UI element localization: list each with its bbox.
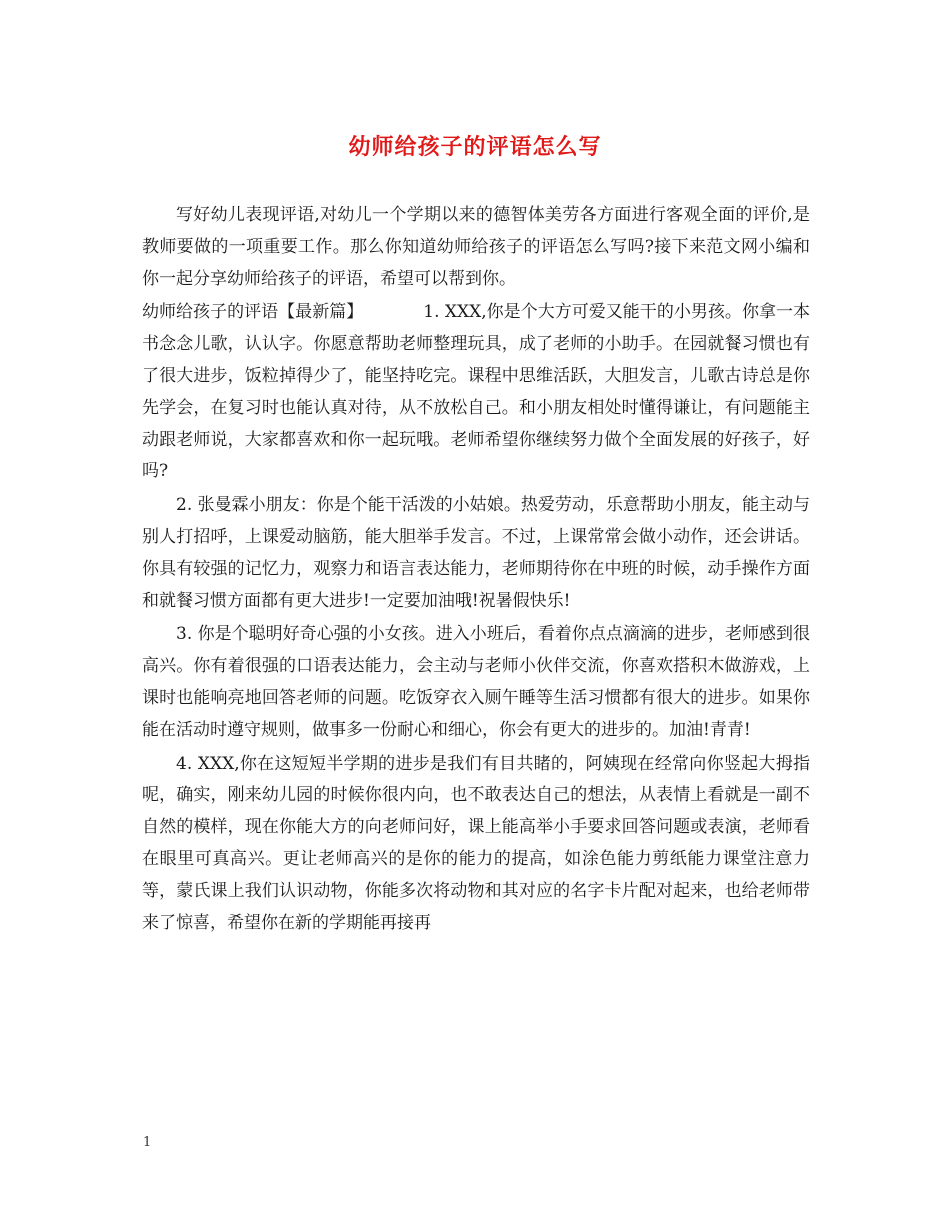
document-title: 幼师给孩子的评语怎么写 <box>348 134 602 160</box>
section-heading: 幼师给孩子的评语【最新篇】 <box>142 302 364 323</box>
item-4-paragraph: 4. XXX,你在这短短半学期的进步是我们有目共睹的，阿姨现在经常向你竖起大拇指呢，确实，刚来幼儿园的时候你很内向，也不敢表达自己的想法，从表情上看就是一副不自然的模样，现在你能大方的向老师问好，课上能高举小手要求回答问题或表演，老师看在眼里可真高兴。更让老师高兴的是你的能力的提高，如涂色能力剪纸能力课堂注意力等，蒙氏课上我们认识动物，你能多次将动物和其对应的名字卡片配对起来，也给老师带来了惊喜，希望你在新的学期能再接再 <box>142 753 810 933</box>
item-2-paragraph: 2. 张曼霖小朋友：你是个能干活泼的小姑娘。热爱劳动，乐意帮助小朋友，能主动与别人打招呼，上课爱动脑筋，能大胆举手发言。不过，上课常常会做小动作，还会讲话。你具有较强的记忆力，观察力和语言表达能力，老师期待你在中班的时候，动手操作方面和就餐习惯方面都有更大进步!一定要加油哦!祝暑假快乐! <box>142 495 810 611</box>
item-1-paragraph <box>142 297 810 488</box>
item-1-text: 1. XXX,你是个大方可爱又能干的小男孩。你拿一本书念念儿歌，认认字。你愿意帮助老师整理玩具，成了老师的小助手。在园就餐习惯也有了很大进步，饭粒掉得少了，能坚持吃完。课程中思维活跃，大胆发言，儿歌古诗总是你先学会，在复习时也能认真对待，从不放松自己。和小朋友相处时懂得谦让，有问题能主动跟老师说，大家都喜欢和你一起玩哦。老师希望你继续努力做个全面发展的好孩子，好吗? <box>142 302 810 482</box>
page-number: 1 <box>143 1135 152 1150</box>
document-body <box>142 200 810 941</box>
item-3-paragraph: 3. 你是个聪明好奇心强的小女孩。进入小班后，看着你点点滴滴的进步，老师感到很高兴。你有着很强的口语表达能力，会主动与老师小伙伴交流，你喜欢搭积木做游戏，上课时也能响亮地回答老师的问题。吃饭穿衣入厕午睡等生活习惯都有很大的进步。如果你能在活动时遵守规则，做事多一份耐心和细心，你会有更大的进步的。加油!青青! <box>142 624 810 740</box>
intro-paragraph: 写好幼儿表现评语,对幼儿一个学期以来的德智体美劳各方面进行客观全面的评价,是教师要做的一项重要工作。那么你知道幼师给孩子的评语怎么写吗?接下来范文网小编和你一起分享幼师给孩子的评语，希望可以帮到你。 <box>142 205 810 289</box>
